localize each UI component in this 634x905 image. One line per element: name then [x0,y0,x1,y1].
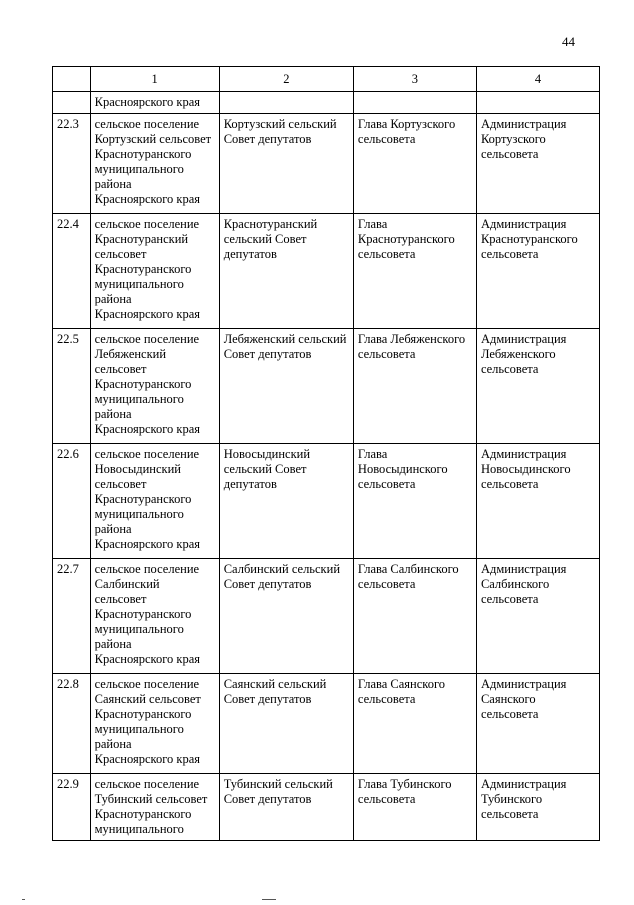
municipality-cell: сельское поселение Краснотуранский сельсовет Краснотуранского муниципального района Красноярского края [90,214,219,329]
council-cell: Лебяженский сельский Совет депутатов [219,329,353,444]
document-table [52,66,600,841]
council-cell [219,92,353,114]
administration-cell: Администрация Тубинского сельсовета [476,774,599,841]
row-number-cell: 22.8 [53,674,91,774]
table-row [53,559,600,674]
table-row [53,214,600,329]
row-number-cell: 22.7 [53,559,91,674]
header-cell-4: 4 [476,67,599,92]
administration-cell: Администрация Краснотуранского сельсовета [476,214,599,329]
page-number: 44 [562,34,575,49]
administration-cell: Администрация Новосыдинского сельсовета [476,444,599,559]
council-cell: Саянский сельский Совет депутатов [219,674,353,774]
head-cell: Глава Тубинского сельсовета [353,774,476,841]
row-number-cell: 22.6 [53,444,91,559]
council-cell: Новосыдинский сельский Совет депутатов [219,444,353,559]
table-row [53,674,600,774]
municipality-cell: Красноярского края [90,92,219,114]
municipality-cell: сельское поселение Саянский сельсовет Краснотуранского муниципального района Красноярского края [90,674,219,774]
administration-cell: Администрация Саянского сельсовета [476,674,599,774]
head-cell: Глава Салбинского сельсовета [353,559,476,674]
head-cell [353,92,476,114]
municipality-cell: сельское поселение Тубинский сельсовет Краснотуранского муниципального [90,774,219,841]
administration-cell [476,92,599,114]
administration-cell: Администрация Салбинского сельсовета [476,559,599,674]
head-cell: Глава Лебяженского сельсовета [353,329,476,444]
row-number-cell: 22.3 [53,114,91,214]
head-cell: Глава Саянского сельсовета [353,674,476,774]
council-cell: Тубинский сельский Совет депутатов [219,774,353,841]
header-cell-num [53,67,91,92]
table-header-row [53,67,600,92]
municipality-cell: сельское поселение Кортузский сельсовет Краснотуранского муниципального района Красноярского края [90,114,219,214]
row-number-cell [53,92,91,114]
head-cell: Глава Кортузского сельсовета [353,114,476,214]
table-row [53,114,600,214]
scan-speck [262,899,276,900]
council-cell: Салбинский сельский Совет депутатов [219,559,353,674]
administration-cell: Администрация Кортузского сельсовета [476,114,599,214]
table-row [53,92,600,114]
head-cell: Глава Краснотуранского сельсовета [353,214,476,329]
table-row [53,774,600,841]
municipality-cell: сельское поселение Салбинский сельсовет Краснотуранского муниципального района Красноярского края [90,559,219,674]
council-cell: Кортузский сельский Совет депутатов [219,114,353,214]
header-cell-1: 1 [90,67,219,92]
municipality-cell: сельское поселение Новосыдинский сельсовет Краснотуранского муниципального района Красноярского края [90,444,219,559]
municipality-cell: сельское поселение Лебяженский сельсовет Краснотуранского муниципального района Красноярского края [90,329,219,444]
row-number-cell: 22.9 [53,774,91,841]
row-number-cell: 22.4 [53,214,91,329]
administration-cell: Администрация Лебяженского сельсовета [476,329,599,444]
table-row [53,329,600,444]
header-cell-3: 3 [353,67,476,92]
head-cell: Глава Новосыдинского сельсовета [353,444,476,559]
table-row [53,444,600,559]
scan-speck [22,899,25,900]
row-number-cell: 22.5 [53,329,91,444]
council-cell: Краснотуранский сельский Совет депутатов [219,214,353,329]
header-cell-2: 2 [219,67,353,92]
